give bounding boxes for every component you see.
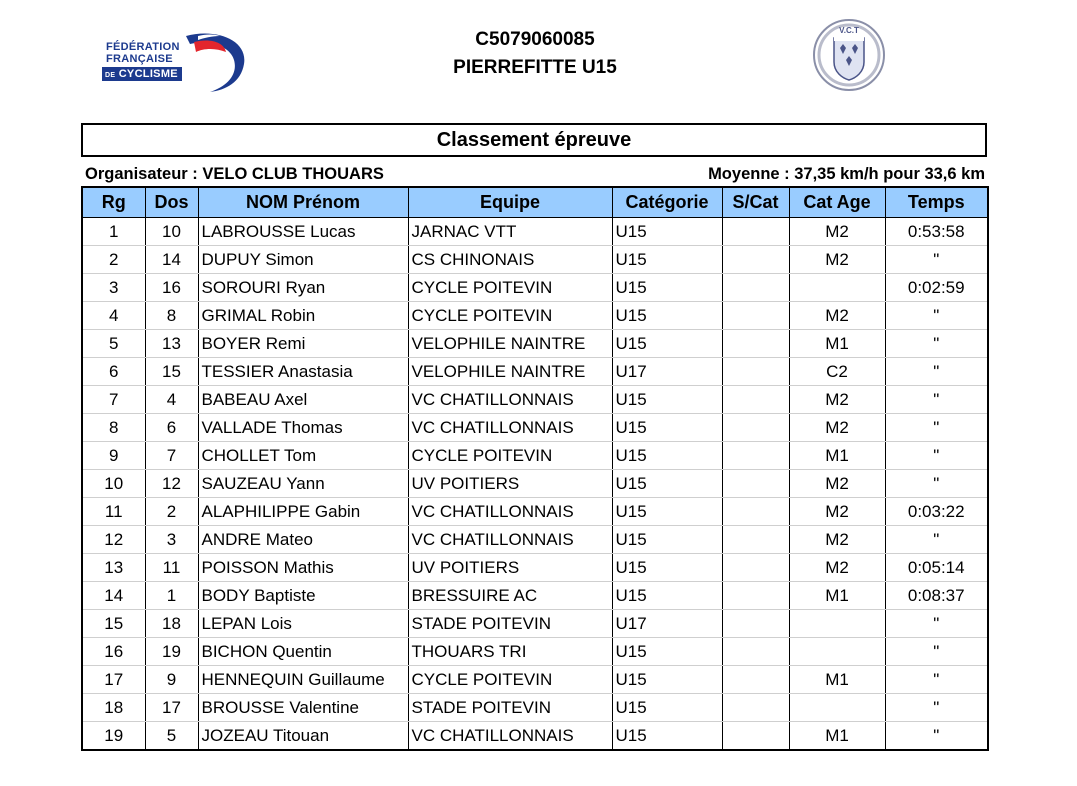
cell-time: " [885, 526, 988, 554]
cell-team: THOUARS TRI [408, 638, 612, 666]
cell-name: JOZEAU Titouan [198, 722, 408, 751]
cell-team: JARNAC VTT [408, 218, 612, 246]
cell-team: VC CHATILLONNAIS [408, 414, 612, 442]
cell-team: CS CHINONAIS [408, 246, 612, 274]
table-row [82, 554, 988, 582]
cell-time: " [885, 638, 988, 666]
table-row [82, 330, 988, 358]
cell-name: SAUZEAU Yann [198, 470, 408, 498]
cell-name: BABEAU Axel [198, 386, 408, 414]
table-row [82, 610, 988, 638]
race-name: PIERREFITTE U15 [453, 57, 617, 78]
organiser: Organisateur : VELO CLUB THOUARS [85, 165, 384, 183]
cell-category: U15 [612, 526, 722, 554]
cell-subcategory [722, 330, 789, 358]
cell-time: " [885, 722, 988, 751]
cell-time: " [885, 386, 988, 414]
cell-category: U15 [612, 554, 722, 582]
cell-category: U15 [612, 386, 722, 414]
cell-time: 0:02:59 [885, 274, 988, 302]
cell-bib: 10 [145, 218, 198, 246]
table-row [82, 498, 988, 526]
cell-category: U15 [612, 694, 722, 722]
cell-bib: 18 [145, 610, 198, 638]
info-line [81, 157, 987, 186]
cell-team: VELOPHILE NAINTRE [408, 358, 612, 386]
table-row [82, 246, 988, 274]
table-row [82, 218, 988, 246]
ffc-logo [98, 30, 258, 96]
cell-bib: 5 [145, 722, 198, 751]
cell-subcategory [722, 246, 789, 274]
cell-subcategory [722, 526, 789, 554]
cell-rank: 3 [82, 274, 145, 302]
vct-logo [812, 18, 886, 92]
cell-team: VC CHATILLONNAIS [408, 526, 612, 554]
cell-name: POISSON Mathis [198, 554, 408, 582]
cell-rank: 14 [82, 582, 145, 610]
title-block [380, 26, 690, 82]
cell-time: " [885, 666, 988, 694]
table-row [82, 526, 988, 554]
cell-category: U15 [612, 638, 722, 666]
cell-bib: 6 [145, 414, 198, 442]
table-row [82, 638, 988, 666]
cell-name: ALAPHILIPPE Gabin [198, 498, 408, 526]
cell-bib: 1 [145, 582, 198, 610]
table-row [82, 274, 988, 302]
results-table [81, 186, 989, 751]
table-row [82, 722, 988, 751]
cell-bib: 19 [145, 638, 198, 666]
cell-name: SOROURI Ryan [198, 274, 408, 302]
cell-name: BROUSSE Valentine [198, 694, 408, 722]
cell-category: U15 [612, 218, 722, 246]
cell-bib: 4 [145, 386, 198, 414]
col-category: Catégorie [612, 187, 722, 218]
cell-age-category: M2 [789, 470, 885, 498]
cell-time: " [885, 610, 988, 638]
cell-bib: 3 [145, 526, 198, 554]
cell-rank: 12 [82, 526, 145, 554]
cell-rank: 11 [82, 498, 145, 526]
cell-age-category: M1 [789, 582, 885, 610]
cell-subcategory [722, 358, 789, 386]
cell-bib: 9 [145, 666, 198, 694]
cell-category: U15 [612, 414, 722, 442]
cell-subcategory [722, 302, 789, 330]
cell-team: CYCLE POITEVIN [408, 442, 612, 470]
cell-subcategory [722, 442, 789, 470]
cell-category: U15 [612, 666, 722, 694]
cell-category: U17 [612, 358, 722, 386]
cell-rank: 4 [82, 302, 145, 330]
cell-team: UV POITIERS [408, 470, 612, 498]
cell-time: 0:03:22 [885, 498, 988, 526]
ranking-banner: Classement épreuve [81, 123, 987, 157]
cell-age-category: M1 [789, 330, 885, 358]
table-row [82, 414, 988, 442]
cell-rank: 17 [82, 666, 145, 694]
cell-age-category: M1 [789, 722, 885, 751]
cell-team: CYCLE POITEVIN [408, 666, 612, 694]
cell-time: " [885, 442, 988, 470]
col-team: Equipe [408, 187, 612, 218]
ffc-logo-prefix: DE [105, 72, 116, 79]
cell-age-category: M2 [789, 246, 885, 274]
cell-name: HENNEQUIN Guillaume [198, 666, 408, 694]
cell-rank: 7 [82, 386, 145, 414]
cell-age-category: M2 [789, 414, 885, 442]
cell-subcategory [722, 722, 789, 751]
cell-rank: 16 [82, 638, 145, 666]
cell-name: DUPUY Simon [198, 246, 408, 274]
cell-age-category: M2 [789, 554, 885, 582]
col-time: Temps [885, 187, 988, 218]
cell-subcategory [722, 610, 789, 638]
cell-category: U15 [612, 582, 722, 610]
cell-name: LABROUSSE Lucas [198, 218, 408, 246]
cell-age-category [789, 694, 885, 722]
cell-bib: 2 [145, 498, 198, 526]
cell-rank: 19 [82, 722, 145, 751]
cell-category: U15 [612, 246, 722, 274]
cell-subcategory [722, 554, 789, 582]
cell-name: TESSIER Anastasia [198, 358, 408, 386]
cell-rank: 18 [82, 694, 145, 722]
cell-name: BODY Baptiste [198, 582, 408, 610]
cell-name: LEPAN Lois [198, 610, 408, 638]
table-row [82, 358, 988, 386]
ffc-logo-cyclisme: CYCLISME [118, 68, 178, 80]
cell-age-category [789, 638, 885, 666]
cell-rank: 2 [82, 246, 145, 274]
cell-time: " [885, 330, 988, 358]
cell-time: " [885, 246, 988, 274]
cell-team: BRESSUIRE AC [408, 582, 612, 610]
cell-time: 0:05:14 [885, 554, 988, 582]
ffc-logo-line1: FÉDÉRATION [106, 41, 180, 53]
cell-rank: 10 [82, 470, 145, 498]
cell-name: VALLADE Thomas [198, 414, 408, 442]
cell-subcategory [722, 414, 789, 442]
cell-subcategory [722, 470, 789, 498]
cell-rank: 13 [82, 554, 145, 582]
cell-rank: 6 [82, 358, 145, 386]
cell-bib: 17 [145, 694, 198, 722]
cell-rank: 5 [82, 330, 145, 358]
cell-category: U15 [612, 470, 722, 498]
table-row [82, 666, 988, 694]
cell-bib: 12 [145, 470, 198, 498]
cell-team: VC CHATILLONNAIS [408, 722, 612, 751]
cell-subcategory [722, 694, 789, 722]
cell-rank: 9 [82, 442, 145, 470]
cell-bib: 8 [145, 302, 198, 330]
cell-age-category: M2 [789, 498, 885, 526]
cell-time: " [885, 414, 988, 442]
average-speed: Moyenne : 37,35 km/h pour 33,6 km [708, 165, 985, 183]
cell-team: VELOPHILE NAINTRE [408, 330, 612, 358]
results-frame [81, 123, 987, 751]
col-name: NOM Prénom [198, 187, 408, 218]
cell-age-category: M2 [789, 218, 885, 246]
cell-subcategory [722, 582, 789, 610]
table-row [82, 442, 988, 470]
cell-age-category [789, 610, 885, 638]
table-row [82, 302, 988, 330]
cell-bib: 7 [145, 442, 198, 470]
cell-time: " [885, 694, 988, 722]
race-code: C5079060085 [475, 29, 595, 50]
cell-bib: 15 [145, 358, 198, 386]
cell-rank: 8 [82, 414, 145, 442]
cell-name: ANDRE Mateo [198, 526, 408, 554]
cell-category: U15 [612, 442, 722, 470]
cell-age-category: M2 [789, 302, 885, 330]
cell-team: VC CHATILLONNAIS [408, 386, 612, 414]
cell-age-category: M2 [789, 386, 885, 414]
cell-bib: 11 [145, 554, 198, 582]
cell-team: STADE POITEVIN [408, 694, 612, 722]
cell-subcategory [722, 638, 789, 666]
ffc-logo-line2: FRANÇAISE [106, 53, 173, 65]
ffc-logo-line3 [102, 67, 182, 81]
cell-rank: 15 [82, 610, 145, 638]
results-body [82, 218, 988, 751]
cell-team: STADE POITEVIN [408, 610, 612, 638]
table-row [82, 582, 988, 610]
cell-bib: 14 [145, 246, 198, 274]
table-row [82, 694, 988, 722]
cell-time: 0:53:58 [885, 218, 988, 246]
cell-age-category: M1 [789, 442, 885, 470]
col-subcategory: S/Cat [722, 187, 789, 218]
col-rank: Rg [82, 187, 145, 218]
cell-rank: 1 [82, 218, 145, 246]
cell-subcategory [722, 218, 789, 246]
cell-team: CYCLE POITEVIN [408, 274, 612, 302]
cell-subcategory [722, 274, 789, 302]
cell-time: 0:08:37 [885, 582, 988, 610]
cell-bib: 16 [145, 274, 198, 302]
cell-category: U15 [612, 722, 722, 751]
cell-team: VC CHATILLONNAIS [408, 498, 612, 526]
cell-subcategory [722, 386, 789, 414]
col-age-category: Cat Age [789, 187, 885, 218]
cell-category: U17 [612, 610, 722, 638]
cell-age-category [789, 274, 885, 302]
cell-category: U15 [612, 498, 722, 526]
table-header-row [82, 187, 988, 218]
table-row [82, 386, 988, 414]
cell-category: U15 [612, 330, 722, 358]
cell-bib: 13 [145, 330, 198, 358]
cell-age-category: M2 [789, 526, 885, 554]
cell-category: U15 [612, 274, 722, 302]
cell-name: BICHON Quentin [198, 638, 408, 666]
cell-age-category: M1 [789, 666, 885, 694]
cell-name: BOYER Remi [198, 330, 408, 358]
col-bib: Dos [145, 187, 198, 218]
cell-time: " [885, 302, 988, 330]
cell-subcategory [722, 498, 789, 526]
table-row [82, 470, 988, 498]
cell-team: CYCLE POITEVIN [408, 302, 612, 330]
cell-time: " [885, 358, 988, 386]
cell-name: GRIMAL Robin [198, 302, 408, 330]
cell-team: UV POITIERS [408, 554, 612, 582]
cell-name: CHOLLET Tom [198, 442, 408, 470]
cell-time: " [885, 470, 988, 498]
cell-age-category: C2 [789, 358, 885, 386]
cell-category: U15 [612, 302, 722, 330]
cell-subcategory [722, 666, 789, 694]
vct-logo-text: V.C.T [839, 26, 859, 35]
